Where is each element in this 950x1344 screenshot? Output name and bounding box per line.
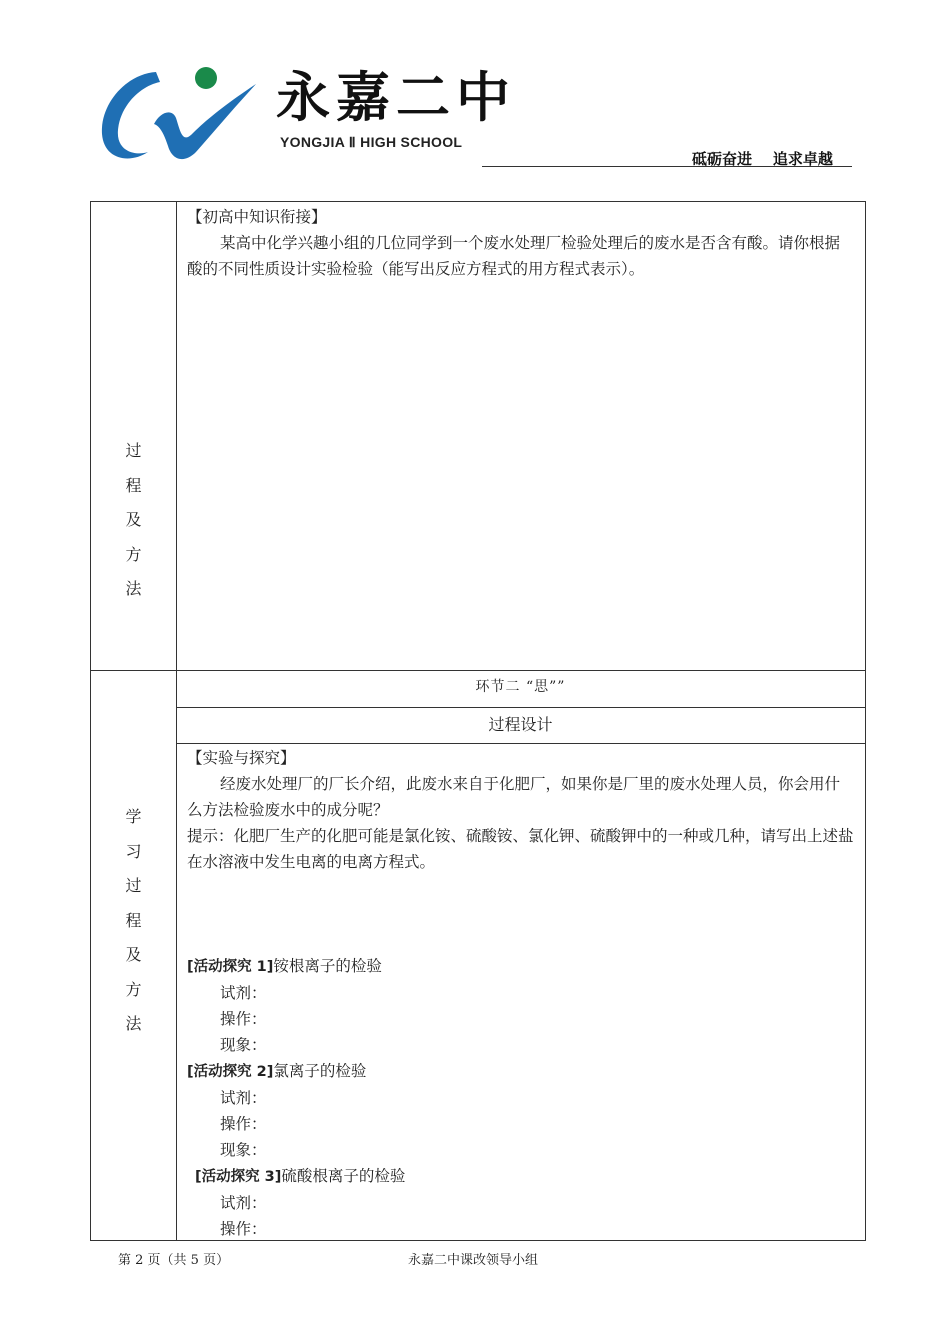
side-label-process-method <box>91 434 176 607</box>
activity-item: 试剂： <box>220 1089 267 1107</box>
activity-title: 铵根离子的检验 <box>273 957 382 975</box>
side-char: 程 <box>125 910 142 930</box>
side-char: 方 <box>125 544 142 564</box>
footer-group: 永嘉二中课改领导小组 <box>408 1253 539 1268</box>
lesson-table <box>90 201 866 1241</box>
side-char: 过 <box>125 876 142 895</box>
side-char: 习 <box>125 841 142 861</box>
activity-item: 试剂： <box>220 984 267 1002</box>
side-char: 及 <box>125 945 142 964</box>
design-title: 过程设计 <box>488 715 553 734</box>
activity-title: 氯离子的检验 <box>273 1062 367 1080</box>
section2-content <box>187 745 855 875</box>
side-char: 及 <box>125 510 142 529</box>
side-char: 方 <box>125 979 142 999</box>
section1-heading: 【初高中知识衔接】 <box>187 208 327 226</box>
activity-item: 操作： <box>220 1115 267 1133</box>
header-rule <box>482 166 852 167</box>
activity-item: 试剂： <box>220 1194 267 1212</box>
section1-content <box>187 204 855 282</box>
section-divider <box>91 670 865 671</box>
school-name-cn: 永嘉二中 <box>276 65 516 129</box>
activity-tag: [活动探究 3] <box>195 1169 282 1185</box>
school-logo-icon <box>96 64 256 168</box>
section2-paragraph: 经废水处理厂的厂长介绍，此废水来自于化肥厂，如果你是厂里的废水处理人员，你会用什么方法检验废水中的成分呢？ <box>187 775 841 819</box>
side-char: 程 <box>125 475 142 495</box>
activity-item: 操作： <box>220 1220 267 1238</box>
activity-tag: [活动探究 1] <box>187 959 274 975</box>
row-divider <box>176 743 865 744</box>
stage-title: 环节二 “思”” <box>475 679 566 695</box>
activity-item: 现象： <box>220 1036 267 1054</box>
side-char: 学 <box>125 807 142 826</box>
side-char: 法 <box>125 579 142 598</box>
section2-hint: 提示：化肥厂生产的化肥可能是氯化铵、硫酸铵、氯化钾、硫酸钾中的一种或几种，请写出上述盐在水溶液中发生电离的电离方程式。 <box>187 827 854 871</box>
activity-1 <box>187 953 855 980</box>
school-name-en: YONGJIA Ⅱ HIGH SCHOOL <box>280 134 463 150</box>
side-label-learning-process <box>91 800 176 1042</box>
activity-item: 现象： <box>220 1141 267 1159</box>
activity-tag: [活动探究 2] <box>187 1064 274 1080</box>
school-motto: 砥砺奋进 追求卓越 <box>692 150 833 168</box>
side-char: 法 <box>125 1014 142 1033</box>
side-char: 过 <box>125 441 142 460</box>
activity-2 <box>187 1058 855 1085</box>
activity-3 <box>187 1163 855 1190</box>
activity-item: 操作： <box>220 1010 267 1028</box>
section2-heading: 【实验与探究】 <box>187 749 296 767</box>
activity-list <box>187 953 855 1242</box>
activity-title: 硫酸根离子的检验 <box>281 1167 406 1185</box>
row-divider <box>176 707 865 708</box>
page-number: 第 2 页（共 5 页） <box>118 1253 230 1268</box>
section1-paragraph: 某高中化学兴趣小组的几位同学到一个废水处理厂检验处理后的废水是否含有酸。请你根据酸的不同性质设计实验检验（能写出反应方程式的用方程式表示）。 <box>187 234 841 278</box>
